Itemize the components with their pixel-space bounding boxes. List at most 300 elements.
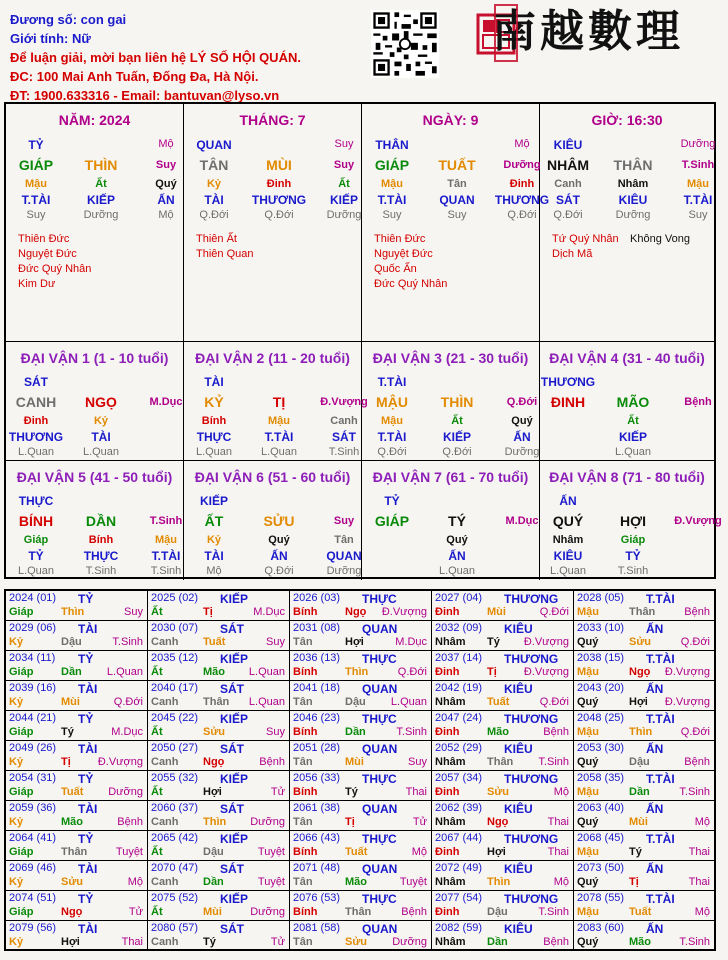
stem-label: Giáp xyxy=(9,726,34,738)
branch-label: Dậu xyxy=(203,846,224,858)
year-cell xyxy=(432,921,574,951)
branch-label: Ngọ xyxy=(61,906,83,918)
stage-label: T.Sinh xyxy=(679,786,710,798)
ten-god-label: KIẾP xyxy=(220,592,249,606)
stem-label: Bính xyxy=(293,846,318,858)
stage-label: Dưỡng xyxy=(326,209,362,221)
stem-label: Ất xyxy=(151,666,163,678)
year-cell xyxy=(290,801,432,831)
year-label: 2044 (21) xyxy=(9,712,57,724)
shen-sha-item: Thiên Ất xyxy=(196,233,237,245)
stage-label: Q.Đới xyxy=(264,209,294,221)
shen-sha-item: Tứ Quý Nhân xyxy=(552,233,619,245)
branch-label: Ngọ xyxy=(203,756,225,768)
year-label: 2077 (54) xyxy=(435,892,483,904)
stem-label: BÍNH xyxy=(18,513,54,529)
hidden-god-label: T.TÀI xyxy=(21,193,51,207)
year-cell xyxy=(148,831,290,861)
stem-label: Mậu xyxy=(577,786,599,798)
stage-label: Bệnh xyxy=(401,906,427,918)
year-cell xyxy=(290,921,432,951)
stem-label: Bính xyxy=(293,666,318,678)
ten-god-label: THƯƠNG xyxy=(504,652,559,666)
branch-label: Tị xyxy=(203,606,213,618)
year-cell xyxy=(6,681,148,711)
hidden-stem-label: Đinh xyxy=(23,415,49,427)
hidden-god-label: ẤN xyxy=(448,549,466,563)
year-label: 2039 (16) xyxy=(9,682,57,694)
stem-label: Nhâm xyxy=(435,936,466,948)
stage-label: Đ.Vượng xyxy=(320,396,368,408)
qr-code-icon[interactable] xyxy=(371,10,439,78)
stem-label: GIÁP xyxy=(374,513,410,529)
stage-label: Suy xyxy=(266,636,285,648)
branch-label: TÝ xyxy=(448,513,466,529)
stage-label: Đ.Vượng xyxy=(523,666,569,678)
branch-label: NGỌ xyxy=(85,394,117,410)
stage-label: Suy xyxy=(26,209,46,221)
stage-label: Mộ xyxy=(553,786,569,798)
year-label: 2055 (32) xyxy=(151,772,199,784)
dai-van-title: ĐẠI VẬN 5 (41 - 50 tuổi) xyxy=(16,469,173,485)
stage-label: Q.Đới xyxy=(680,636,710,648)
hidden-god-label: SÁT xyxy=(556,193,580,207)
stage-label: Q.Đới xyxy=(377,446,407,458)
stage-label: Suy xyxy=(333,159,355,171)
year-label: 2031 (08) xyxy=(293,622,341,634)
ten-god-label: TỶ xyxy=(78,592,94,606)
stage-label: Dưỡng xyxy=(83,209,119,221)
stage-label: Dưỡng xyxy=(250,906,285,918)
shen-sha-item: Thiên Quan xyxy=(196,248,254,260)
stage-label: Tuyệt xyxy=(399,876,427,888)
year-label: 2040 (17) xyxy=(151,682,199,694)
stem-label: Mậu xyxy=(577,906,599,918)
hidden-stem-label: Mậu xyxy=(268,415,290,427)
year-cell xyxy=(148,891,290,921)
year-cell xyxy=(148,591,290,621)
hidden-stem-label: Đinh xyxy=(266,178,292,190)
stem-label: Giáp xyxy=(9,666,34,678)
stage-label: Mộ xyxy=(514,138,530,150)
stem-label: Mậu xyxy=(577,846,599,858)
ten-god-label: KIÊU xyxy=(504,922,533,936)
branch-label: Thân xyxy=(345,906,372,918)
stem-label: Bính xyxy=(293,606,318,618)
stage-label: Q.Đới xyxy=(539,606,569,618)
hidden-stem-label: Mậu xyxy=(381,415,403,427)
year-cell xyxy=(432,651,574,681)
ten-god-label: T.TÀI xyxy=(646,712,675,726)
hidden-god-label: THƯƠNG xyxy=(251,193,307,207)
stage-label: Đ.Vượng xyxy=(664,696,710,708)
stem-label: Canh xyxy=(151,936,179,948)
branch-label: Mùi xyxy=(487,606,506,618)
stem-label: QUÝ xyxy=(552,513,584,529)
branch-label: Tý xyxy=(487,636,500,648)
year-cell xyxy=(432,861,574,891)
stage-label: Q.Đới xyxy=(264,565,294,577)
branch-label: Tị xyxy=(61,756,71,768)
dai-van-title: ĐẠI VẬN 1 (1 - 10 tuổi) xyxy=(20,350,169,366)
stem-label: Kỷ xyxy=(9,936,24,948)
ten-god-label: KIÊU xyxy=(504,682,533,696)
year-label: 2047 (24) xyxy=(435,712,483,724)
stage-label: Mộ xyxy=(158,209,174,221)
year-label: 2057 (34) xyxy=(435,772,483,784)
branch-label: Mão xyxy=(345,876,367,888)
ten-god-label: THƯƠNG xyxy=(540,375,596,389)
year-cell xyxy=(290,741,432,771)
stem-label: Quý xyxy=(577,816,599,828)
dai-van-6 xyxy=(184,461,362,580)
branch-label: Tị xyxy=(629,876,639,888)
branch-label: MÙI xyxy=(266,157,292,173)
hidden-stem-label: Quý xyxy=(511,415,533,427)
ten-god-label: KIẾP xyxy=(220,652,249,666)
stage-label: Bệnh xyxy=(684,396,712,408)
stem-label: Tân xyxy=(293,936,313,948)
ten-god-label: TỶ xyxy=(78,772,94,786)
year-cell xyxy=(6,741,148,771)
hidden-stem-label: Tân xyxy=(447,178,467,190)
year-cell xyxy=(574,681,714,711)
year-label: 2028 (05) xyxy=(577,592,625,604)
ten-god-label: TÀI xyxy=(78,622,98,636)
shen-sha-item: Thiên Đức xyxy=(18,233,70,245)
stage-label: Suy xyxy=(408,756,427,768)
year-cell xyxy=(574,891,714,921)
stage-label: L.Quan xyxy=(390,696,427,708)
branch-label: MÃO xyxy=(616,394,650,410)
year-cell xyxy=(290,591,432,621)
stem-label: Nhâm xyxy=(435,636,466,648)
branch-label: Tuất xyxy=(629,906,652,918)
hidden-god-label: SÁT xyxy=(332,430,356,444)
year-label: 2069 (46) xyxy=(9,862,57,874)
year-cell xyxy=(148,861,290,891)
year-label: 2042 (19) xyxy=(435,682,483,694)
stage-label: Đ.Vượng xyxy=(674,515,722,527)
pillar-3 xyxy=(362,104,550,342)
year-label: 2068 (45) xyxy=(577,832,625,844)
year-label: 2024 (01) xyxy=(9,592,57,604)
dai-van-7 xyxy=(362,461,540,580)
stage-label: Q.Đới xyxy=(506,396,538,408)
stage-label: Đ.Vượng xyxy=(97,756,143,768)
stem-label: NHÂM xyxy=(547,157,589,173)
stage-label: Q.Đới xyxy=(507,209,537,221)
year-label: 2073 (50) xyxy=(577,862,625,874)
stage-label: Dưỡng xyxy=(503,159,541,171)
year-cell xyxy=(290,711,432,741)
stage-label: L.Quan xyxy=(106,666,143,678)
year-label: 2056 (33) xyxy=(293,772,341,784)
hidden-god-label: KIẾP xyxy=(329,193,358,207)
stem-label: Canh xyxy=(151,636,179,648)
stem-label: Giáp xyxy=(9,786,34,798)
year-cell xyxy=(432,891,574,921)
hidden-god-label: KIÊU xyxy=(553,549,583,563)
hidden-stem-label: Ất xyxy=(338,178,350,190)
ten-god-label: ẤN xyxy=(646,682,664,696)
stage-label: Suy xyxy=(155,159,177,171)
year-label: 2067 (44) xyxy=(435,832,483,844)
stem-label: Tân xyxy=(293,636,313,648)
hidden-god-label: QUAN xyxy=(326,549,362,563)
ten-god-label: KIÊU xyxy=(553,138,583,152)
branch-label: Dần xyxy=(487,936,508,948)
stage-label: Dưỡng xyxy=(504,446,540,458)
year-label: 2048 (25) xyxy=(577,712,625,724)
branch-label: Thân xyxy=(629,606,656,618)
ten-god-label: TỶ xyxy=(28,138,44,152)
stage-label: Suy xyxy=(688,209,708,221)
ten-god-label: TỶ xyxy=(78,712,94,726)
year-label: 2074 (51) xyxy=(9,892,57,904)
branch-label: Mão xyxy=(203,666,225,678)
ten-god-label: KIẾP xyxy=(220,892,249,906)
stage-label: T.Sinh xyxy=(328,446,360,458)
hidden-stem-label: Quý xyxy=(268,534,290,546)
shen-sha-item: Nguyệt Đức xyxy=(374,248,433,260)
year-cell xyxy=(6,801,148,831)
stem-label: Nhâm xyxy=(435,756,466,768)
ten-god-label: THƯƠNG xyxy=(504,892,559,906)
stem-label: Mậu xyxy=(577,606,599,618)
branch-label: Tuất xyxy=(203,636,226,648)
hidden-stem-label: Mậu xyxy=(25,178,47,190)
year-label: 2035 (12) xyxy=(151,652,199,664)
stage-label: Mộ xyxy=(206,565,222,577)
shen-sha-item: Dịch Mã xyxy=(552,248,593,260)
branch-label: Mão xyxy=(61,816,83,828)
hidden-god-label: T.TÀI xyxy=(151,549,181,563)
year-label: 2029 (06) xyxy=(9,622,57,634)
shen-sha-item: Quốc Ấn xyxy=(374,263,417,275)
branch-label: Tý xyxy=(61,726,74,738)
stage-label: T.Sinh xyxy=(85,565,117,577)
year-cell xyxy=(432,681,574,711)
branch-label: Tý xyxy=(629,846,642,858)
stage-label: Dưỡng xyxy=(326,565,362,577)
stage-label: T.Sinh xyxy=(617,565,649,577)
branch-label: THÌN xyxy=(84,157,118,173)
hidden-stem-label: Đinh xyxy=(509,178,535,190)
stage-label: L.Quan xyxy=(17,565,55,577)
hidden-stem-label: Tân xyxy=(334,534,354,546)
year-label: 2078 (55) xyxy=(577,892,625,904)
stem-label: Bính xyxy=(293,906,318,918)
ten-god-label: ẤN xyxy=(646,742,664,756)
stage-label: Suy xyxy=(266,726,285,738)
year-cell xyxy=(148,651,290,681)
year-label: 2034 (11) xyxy=(9,652,56,664)
stage-label: Thai xyxy=(688,846,710,858)
year-cell xyxy=(148,711,290,741)
year-cell xyxy=(574,771,714,801)
ten-god-label: T.TÀI xyxy=(646,832,675,846)
year-label: 2041 (18) xyxy=(293,682,341,694)
year-label: 2046 (23) xyxy=(293,712,341,724)
stem-label: Kỷ xyxy=(9,636,24,648)
year-label: 2058 (35) xyxy=(577,772,625,784)
stage-label: L.Quan xyxy=(248,696,285,708)
stage-label: Thai xyxy=(121,936,143,948)
stage-label: T.Sinh xyxy=(150,565,182,577)
ten-god-label: TÀI xyxy=(78,862,98,876)
ten-god-label: KIÊU xyxy=(504,862,533,876)
ten-god-label: KIẾP xyxy=(220,712,249,726)
ten-god-label: TÀI xyxy=(204,375,224,389)
year-label: 2038 (15) xyxy=(577,652,625,664)
dai-van-1 xyxy=(6,342,184,461)
year-cell xyxy=(432,801,574,831)
year-cell xyxy=(574,921,714,951)
branch-label: TỊ xyxy=(272,394,286,410)
stage-label: Mộ xyxy=(158,138,174,150)
ten-god-label: TÀI xyxy=(78,802,98,816)
stage-label: M.Dục xyxy=(505,515,539,527)
hidden-god-label: KIÊU xyxy=(618,193,648,207)
pillar-4 xyxy=(540,104,714,342)
stage-label: Q.Đới xyxy=(113,696,143,708)
stem-label: Kỷ xyxy=(9,696,24,708)
dai-van-2 xyxy=(184,342,368,461)
ten-god-label: QUAN xyxy=(362,682,398,696)
hidden-god-label: T.TÀI xyxy=(264,430,294,444)
stage-label: L.Quan xyxy=(248,666,285,678)
stage-label: L.Quan xyxy=(614,446,652,458)
branch-label: Dậu xyxy=(487,906,508,918)
branch-label: Thân xyxy=(487,756,514,768)
hidden-stem-label: Mậu xyxy=(381,178,403,190)
stem-label: Nhâm xyxy=(435,816,466,828)
ten-god-label: TÀI xyxy=(78,742,98,756)
branch-label: Ngọ xyxy=(345,606,367,618)
stem-label: Ất xyxy=(151,906,163,918)
year-label: 2037 (14) xyxy=(435,652,483,664)
stem-label: Bính xyxy=(293,786,318,798)
stage-label: Tử xyxy=(270,936,285,948)
pillar-title: NĂM: 2024 xyxy=(58,112,131,128)
year-label: 2070 (47) xyxy=(151,862,199,874)
stage-label: Dưỡng xyxy=(615,209,651,221)
year-label: 2050 (27) xyxy=(151,742,199,754)
stage-label: Bệnh xyxy=(117,816,143,828)
branch-label: Sửu xyxy=(203,726,226,738)
stage-label: Đ.Vượng xyxy=(664,666,710,678)
stage-label: L.Quan xyxy=(549,565,587,577)
year-label: 2083 (60) xyxy=(577,922,625,934)
ten-god-label: THÂN xyxy=(375,138,409,152)
branch-label: Sửu xyxy=(487,786,510,798)
hidden-god-label: KIẾP xyxy=(442,430,471,444)
ten-god-label: T.TÀI xyxy=(646,652,675,666)
branch-label: Mùi xyxy=(629,816,648,828)
stage-label: Dưỡng xyxy=(108,786,143,798)
hidden-god-label: T.TÀI xyxy=(377,193,407,207)
stage-label: T.Sinh xyxy=(396,726,427,738)
hidden-stem-label: Mậu xyxy=(687,178,709,190)
year-label: 2079 (56) xyxy=(9,922,57,934)
hidden-stem-label: Quý xyxy=(446,534,468,546)
stem-label: Quý xyxy=(577,876,599,888)
stem-label: GIÁP xyxy=(18,157,54,173)
shen-sha-item: Không Vong xyxy=(630,233,690,245)
dai-van-8 xyxy=(540,461,722,580)
year-label: 2032 (09) xyxy=(435,622,483,634)
branch-label: Hợi xyxy=(629,696,648,708)
year-cell xyxy=(290,621,432,651)
year-label: 2043 (20) xyxy=(577,682,625,694)
stem-label: Giáp xyxy=(9,606,34,618)
stage-label: M.Dục xyxy=(149,396,183,408)
ten-god-label: SÁT xyxy=(220,622,244,636)
branch-label: Tý xyxy=(203,936,216,948)
hidden-god-label: ẤN xyxy=(270,549,288,563)
year-cell xyxy=(148,741,290,771)
stage-label: Thai xyxy=(405,786,427,798)
branch-label: Mùi xyxy=(203,906,222,918)
hidden-stem-label: Kỷ xyxy=(93,415,109,427)
stem-label: Quý xyxy=(577,756,599,768)
ten-god-label: T.TÀI xyxy=(377,375,407,389)
stage-label: Suy xyxy=(124,606,143,618)
branch-label: Thân xyxy=(203,696,230,708)
branch-label: Dần xyxy=(203,876,224,888)
stage-label: Bệnh xyxy=(684,606,710,618)
ten-god-label: ẤN xyxy=(646,622,664,636)
hidden-god-label: THỰC xyxy=(196,430,232,444)
year-cell xyxy=(6,891,148,921)
year-label: 2062 (39) xyxy=(435,802,483,814)
stem-label: Đinh xyxy=(435,846,460,858)
year-label: 2060 (37) xyxy=(151,802,199,814)
year-cell xyxy=(290,651,432,681)
year-label: 2026 (03) xyxy=(293,592,341,604)
pillar-title: NGÀY: 9 xyxy=(422,112,479,128)
branch-label: Tý xyxy=(345,786,358,798)
branch-label: THÌN xyxy=(440,394,474,410)
hidden-stem-label: Nhâm xyxy=(617,178,649,190)
year-cell xyxy=(432,711,574,741)
stage-label: Q.Đới xyxy=(397,666,427,678)
hidden-stem-label: Ất xyxy=(627,415,639,427)
branch-label: THÂN xyxy=(613,157,653,173)
stage-label: Bệnh xyxy=(684,756,710,768)
stage-label: Bệnh xyxy=(543,936,569,948)
ten-god-label: ẤN xyxy=(646,922,664,936)
dai-van-title: ĐẠI VẬN 2 (11 - 20 tuổi) xyxy=(195,350,350,366)
ten-god-label: SÁT xyxy=(220,922,244,936)
stage-label: Suy xyxy=(333,515,355,527)
stem-label: Canh xyxy=(151,876,179,888)
dai-van-title: ĐẠI VẬN 6 (51 - 60 tuổi) xyxy=(194,469,351,485)
year-cell xyxy=(6,921,148,951)
year-label: 2065 (42) xyxy=(151,832,199,844)
stem-label: Nhâm xyxy=(435,876,466,888)
hidden-god-label: T.TÀI xyxy=(377,430,407,444)
stage-label: Dưỡng xyxy=(392,936,427,948)
hidden-god-label: ẤN xyxy=(513,430,531,444)
year-label: 2081 (58) xyxy=(293,922,341,934)
branch-label: Thìn xyxy=(61,606,85,618)
year-cell xyxy=(574,801,714,831)
branch-label: DẦN xyxy=(85,513,117,529)
hidden-god-label: TỶ xyxy=(625,549,641,563)
ten-god-label: ẤN xyxy=(559,494,577,508)
